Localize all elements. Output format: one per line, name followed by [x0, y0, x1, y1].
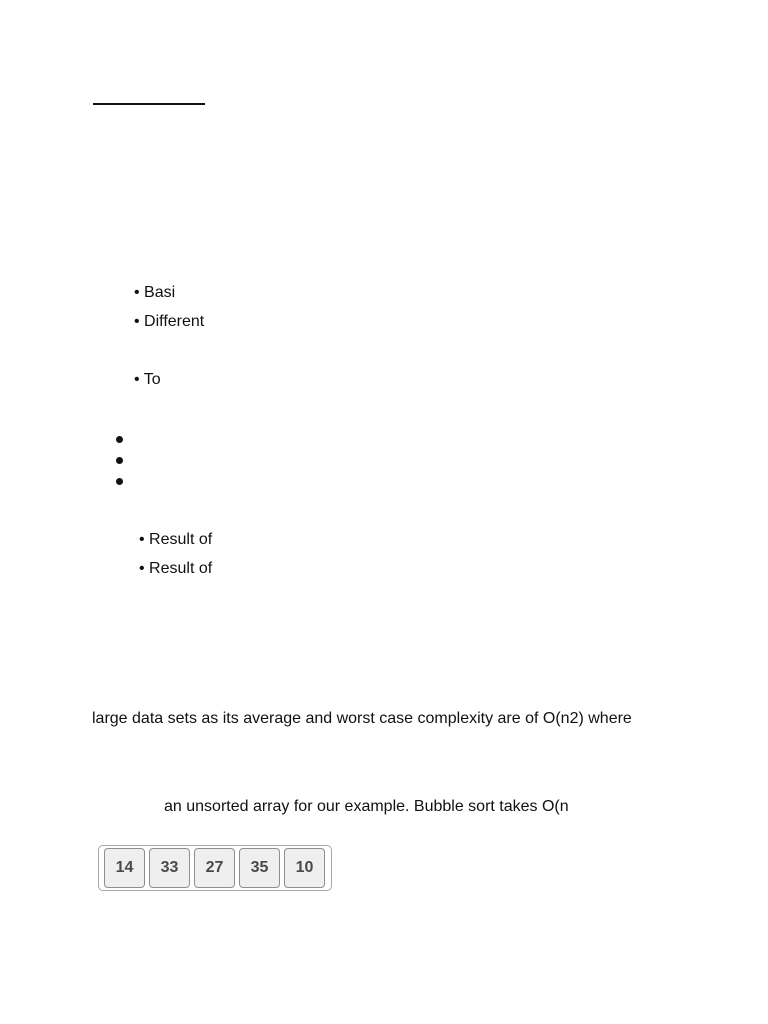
- bullet-item-result-1: • Result of: [139, 531, 213, 548]
- array-visual: [98, 845, 332, 891]
- bullet-dot-icon: [116, 478, 123, 485]
- bullet-dot-icon: [116, 436, 123, 443]
- bullet-item-to: • To: [134, 371, 161, 388]
- paragraph-complexity: large data sets as its average and worst case complexity are of O(n2) where: [92, 710, 632, 727]
- paragraph-example: an unsorted array for our example. Bubble sort takes O(n: [164, 798, 569, 815]
- bullet-item-different: • Different: [134, 313, 205, 330]
- array-cell: 14: [104, 848, 145, 888]
- bullet-item-basi: • Basi: [134, 284, 176, 301]
- array-cell: 27: [194, 848, 235, 888]
- array-cell: 35: [239, 848, 280, 888]
- array-cell: 10: [284, 848, 325, 888]
- bullet-item-result-2: • Result of: [139, 560, 213, 577]
- array-cell: 33: [149, 848, 190, 888]
- title-underline: [93, 103, 205, 105]
- bullet-dot-icon: [116, 457, 123, 464]
